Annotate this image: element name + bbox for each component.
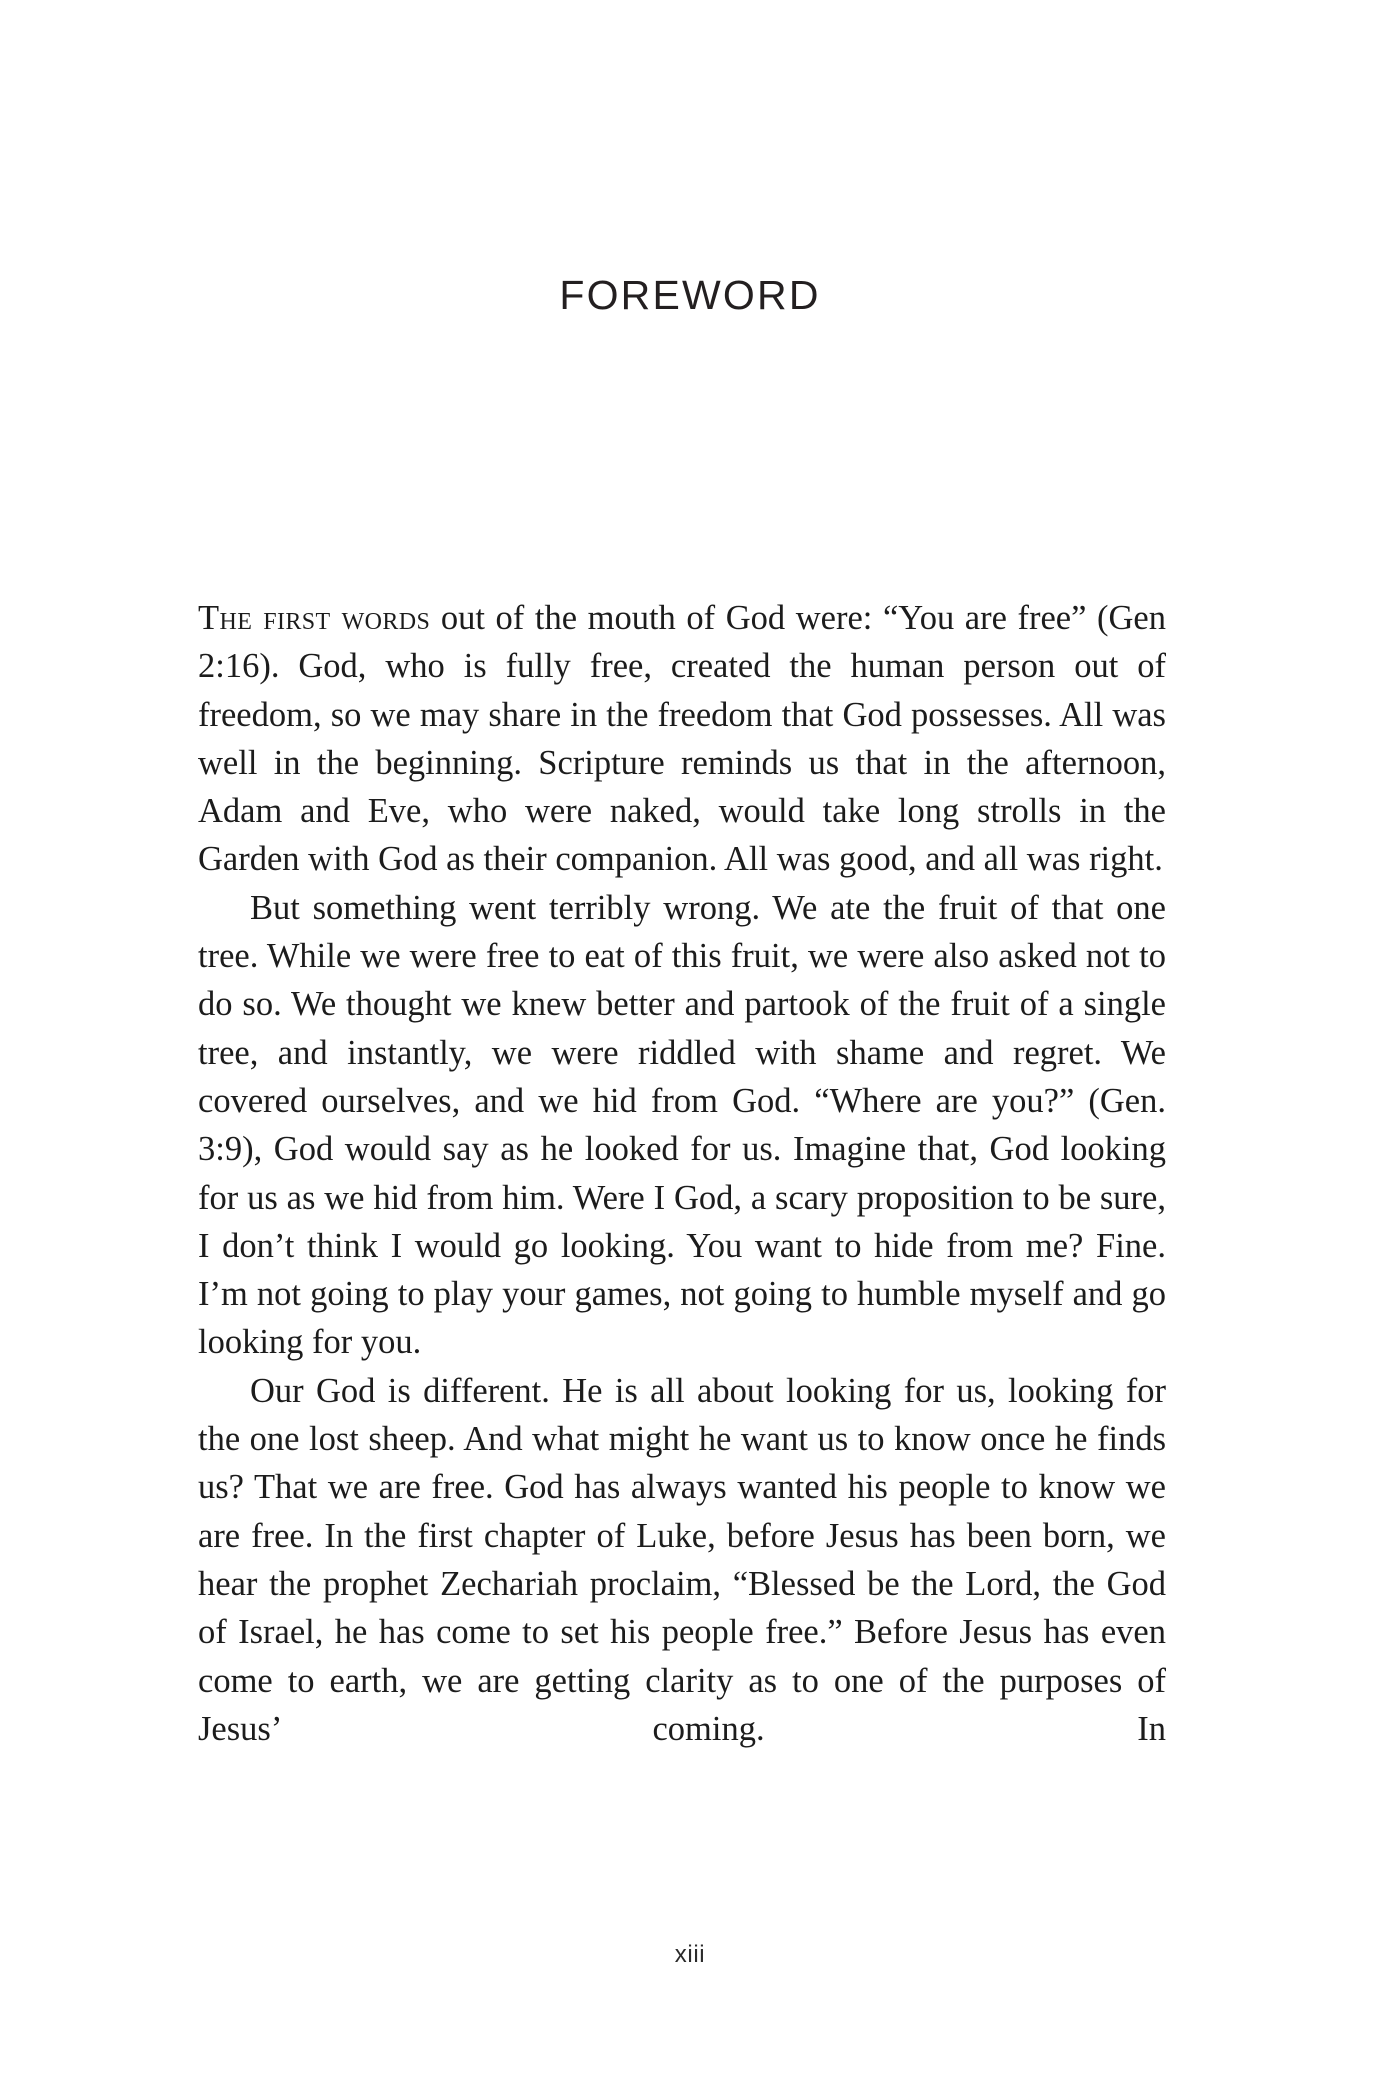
- paragraph-2: But something went terribly wrong. We ate the fruit of that one tree. While we were free to eat of this fruit, we were also asked not to do so. We thought we knew better and partook of the fruit of a single tree, and instantly, we were riddled with shame and regret. We covered ourselves, and we hid from God. “Where are you?” (Gen. 3:9), God would say as he looked for us. Imagine that, God looking for us as we hid from him. Were I God, a scary proposition to be sure, I don’t think I would go looking. You want to hide from me? Fine. I’m not going to play your games, not going to humble myself and go looking for you.: [198, 888, 1166, 1362]
- opening-small-caps: The first words: [198, 599, 431, 637]
- page-title: FOREWORD: [559, 272, 821, 319]
- paragraph-3: Our God is different. He is all about looking for us, looking for the one lost sheep. And what might he want us to know once he finds us? That we are free. God has always wanted his people to know we are free. In the first chapter of Luke, before Jesus has been born, we hear the prophet Zechariah proclaim, “Blessed be the Lord, the God of Israel, he has come to set his people free.” Before Jesus has even come to earth, we are getting clarity as to one of the purposes of Jesus’ coming. In: [198, 1371, 1166, 1748]
- paragraph-1: [198, 594, 1166, 884]
- paragraph-1-text: out of the mouth of God were: “You are free” (Gen 2:16). God, who is fully free, created the human person out of freedom, so we may share in the freedom that God possesses. All was well in the beginning. Scripture reminds us that in the afternoon, Adam and Eve, who were naked, would take long strolls in the Garden with God as their companion. All was good, and all was right.: [198, 599, 1166, 879]
- page-number: xiii: [674, 1941, 706, 1968]
- body-text-block: [198, 594, 1166, 1801]
